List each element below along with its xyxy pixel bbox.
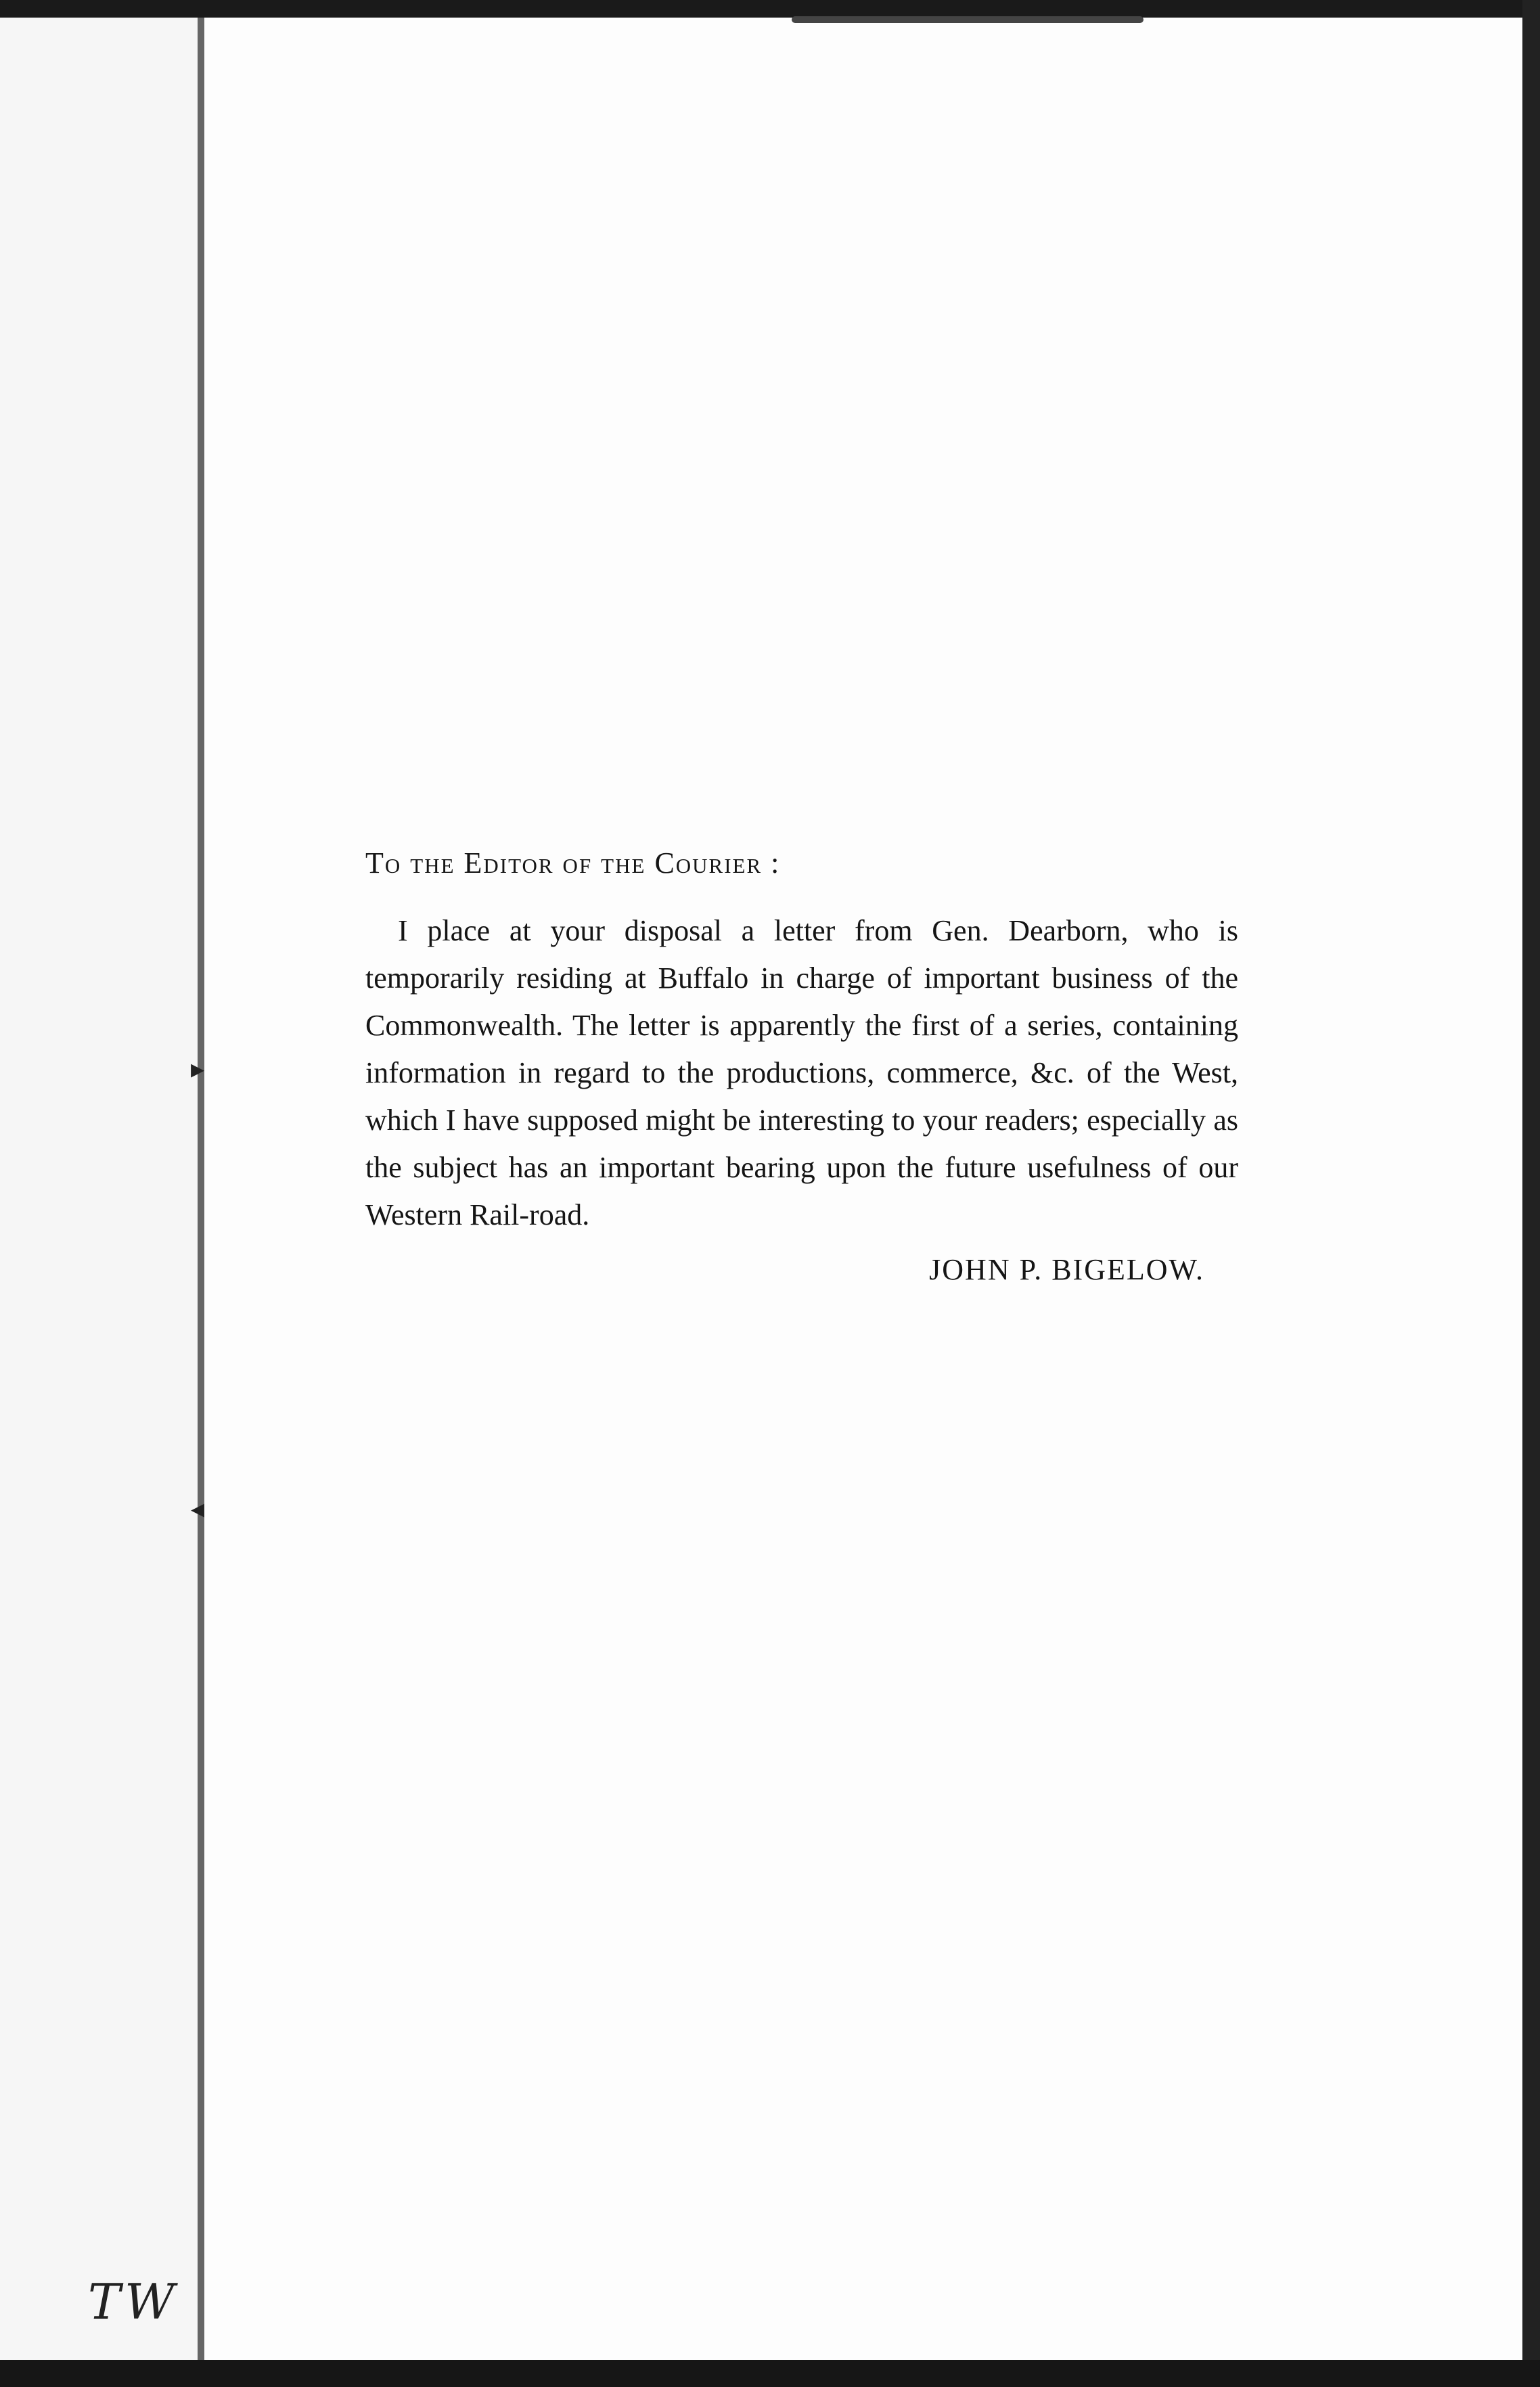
- scan-right-edge: [1522, 0, 1540, 2387]
- scan-left-margin: [0, 0, 203, 2387]
- scan-top-smudge: [792, 16, 1143, 23]
- handwritten-initials: TW: [88, 2273, 179, 2330]
- binding-mark-lower: ◂: [191, 1493, 205, 1524]
- letter: [365, 846, 1238, 1287]
- letter-signature: JOHN P. BIGELOW.: [929, 1253, 1204, 1286]
- letter-salutation: To the Editor of the Courier :: [365, 846, 781, 880]
- scan-top-edge: [0, 0, 1540, 18]
- binding-spine: [198, 14, 204, 2375]
- letter-body: I place at your disposal a letter from Gen. Dearborn, who is temporarily residing at Buffalo in charge of important business of the Commonwealth. The letter is apparently the first of a series, containing information in regard to the productions, commerce, &c. of the West, which I have supposed might be interesting to your readers; especially as the subject has an important bearing upon the future usefulness of our Western Rail-road.: [365, 914, 1238, 1231]
- scan-bottom-edge: [0, 2360, 1540, 2387]
- binding-mark-upper: ▸: [191, 1053, 205, 1084]
